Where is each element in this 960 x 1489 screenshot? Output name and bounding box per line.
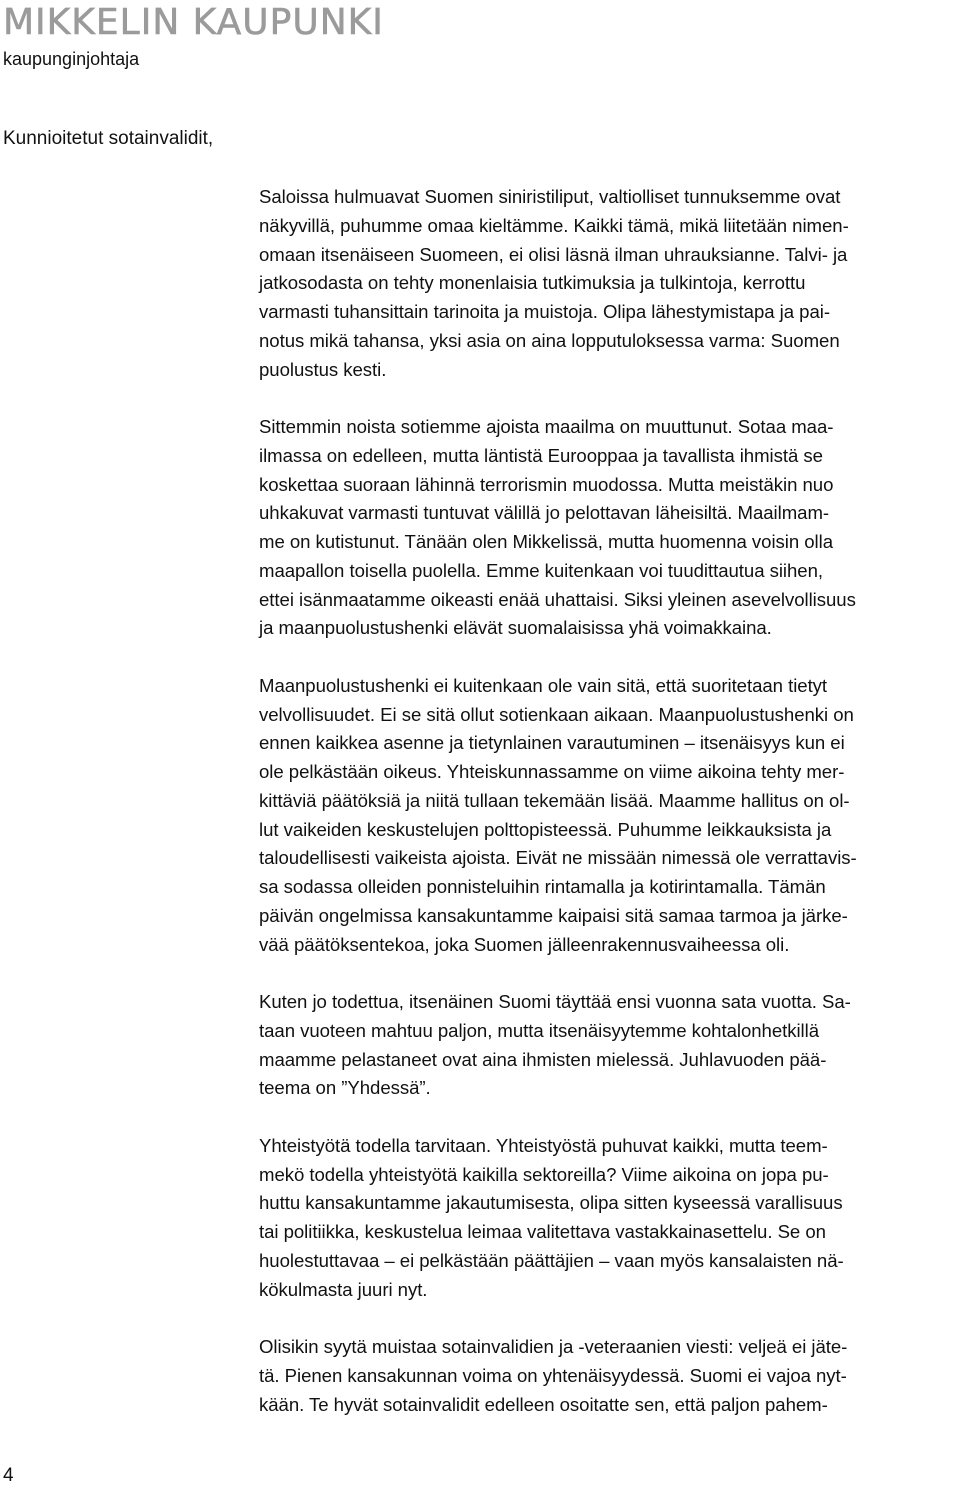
paragraph-4 xyxy=(259,988,959,1103)
text-line: Yhteistyötä todella tarvitaan. Yhteistyöstä puhuvat kaikki, mutta teem- xyxy=(259,1134,828,1156)
text-line: me on kutistunut. Tänään olen Mikkelissä, mutta huomenna voisin olla xyxy=(259,531,834,552)
paragraph-3 xyxy=(259,672,959,960)
text-line: taloudellisesti vaikeista ajoista. Eivät ne missään nimessä ole verrattavis- xyxy=(259,847,857,869)
text-line: kökulmasta juuri nyt. xyxy=(259,1278,428,1300)
text-line: ettei isänmaatamme oikeasti enää uhattaisi. Siksi yleinen asevelvollisuus xyxy=(259,588,856,610)
page-number: 4 xyxy=(3,1465,14,1486)
paragraph-5 xyxy=(259,1132,959,1305)
text-line: Saloissa hulmuavat Suomen siniristiliput, valtiolliset tunnuksemme ovat xyxy=(259,186,841,207)
text-line: omaan itsenäiseen Suomeen, ei olisi läsnä ilman uhrauksianne. Talvi- ja xyxy=(259,243,848,265)
text-line: notus mikä tahansa, yksi asia on aina lopputuloksessa varma: Suomen xyxy=(259,329,840,351)
text-line: kittäviä päätöksiä ja niitä tullaan tekemään lisää. Maamme hallitus on ol- xyxy=(259,789,850,811)
text-line: tä. Pienen kansakunnan voima on yhtenäisyydessä. Suomi ei vajoa nyt- xyxy=(259,1364,847,1386)
text-line: maapallon toisella puolella. Emme kuitenkaan voi tuudittautua siihen, xyxy=(259,559,824,581)
city-logo: MIKKELIN KAUPUNKI xyxy=(3,2,384,43)
text-line: koskettaa suoraan lähinnä terrorismin muodossa. Mutta meistäkin nuo xyxy=(259,473,834,495)
text-line: huttu kansakuntamme jakautumisesta, olipa sitten kyseessä varallisuus xyxy=(259,1192,843,1214)
paragraph-6 xyxy=(259,1333,959,1419)
text-line: uhkakuvat varmasti tuntuvat välillä jo pelottavan läheisiltä. Maailmam- xyxy=(259,502,830,524)
text-line: tai politiikka, keskustelua leimaa valitettava vastakkainasettelu. Se on xyxy=(259,1221,826,1242)
text-line: ilmassa on edelleen, mutta läntistä Eurooppaa ja tavallista ihmistä se xyxy=(259,444,823,466)
text-line: huolestuttavaa – ei pelkästään päättäjien – vaan myös kansalaisten nä- xyxy=(259,1249,844,1271)
text-line: sa sodassa olleiden ponnisteluihin rintamalla ja kotirintamalla. Tämän xyxy=(259,876,826,897)
text-line: Olisikin syytä muistaa sotainvalidien ja -veteraanien viesti: veljeä ei jätе- xyxy=(259,1336,848,1357)
text-line: Sittemmin noista sotiemme ajoista maailma on muuttunut. Sotaa maa- xyxy=(259,416,834,437)
text-line: päivän ongelmissa kansakuntamme kaipaisi sitä samaa tarmoa ja järke- xyxy=(259,904,848,926)
paragraph-1 xyxy=(259,183,959,384)
text-line: teema on ”Yhdessä”. xyxy=(259,1077,431,1099)
text-line: varmasti tuhansittain tarinoita ja muistoja. Olipa lähestymistapa ja pai- xyxy=(259,301,830,322)
text-line: maamme pelastaneet ovat aina ihmisten mielessä. Juhlavuoden pää- xyxy=(259,1048,827,1070)
paragraph-2 xyxy=(259,413,959,643)
text-line: Kuten jo todettua, itsenäinen Suomi täyttää ensi vuonna sata vuotta. Sa- xyxy=(259,991,851,1012)
text-line: kään. Te hyvät sotainvalidit edelleen osoitatte sen, että paljon pahem- xyxy=(259,1393,828,1415)
text-line: lut vaikeiden keskustelujen polttopisteessä. Puhumme leikkauksista ja xyxy=(259,818,832,840)
speech-body xyxy=(259,183,959,1448)
salutation: Kunnioitetut sotainvalidit, xyxy=(3,128,214,149)
text-line: näkyvillä, puhumme omaa kieltämme. Kaikki tämä, mikä liitetään nimen- xyxy=(259,214,849,236)
text-line: ole pelkästään oikeus. Yhteiskunnassamme on viime aikoina tehty mer- xyxy=(259,761,845,782)
text-line: taan vuoteen mahtuu paljon, mutta itsenäisyytemme kohtalonhetkillä xyxy=(259,1019,820,1041)
text-line: ja maanpuolustushenki elävät suomalaisissa yhä voimakkaina. xyxy=(259,617,772,639)
author-role: kaupunginjohtaja xyxy=(3,49,140,69)
text-line: ennen kaikkea asenne ja tietynlainen varautuminen – itsenäisyys kun ei xyxy=(259,732,845,754)
text-line: velvollisuudet. Ei se sitä ollut sotienkaan aikaan. Maanpuolustushenki on xyxy=(259,703,854,725)
text-line: mekö todella yhteistyötä kaikilla sektoreilla? Viime aikoina on jopa pu- xyxy=(259,1163,829,1185)
text-line: vää päätöksentekoa, joka Suomen jälleenrakennusvaiheessa oli. xyxy=(259,933,790,955)
text-line: jatkosodasta on tehty monenlaisia tutkimuksia ja tulkintoja, kerrottu xyxy=(259,272,806,294)
text-line: puolustus kesti. xyxy=(259,358,387,380)
text-line: Maanpuolustushenki ei kuitenkaan ole vain sitä, että suoritetaan tietyt xyxy=(259,674,828,696)
